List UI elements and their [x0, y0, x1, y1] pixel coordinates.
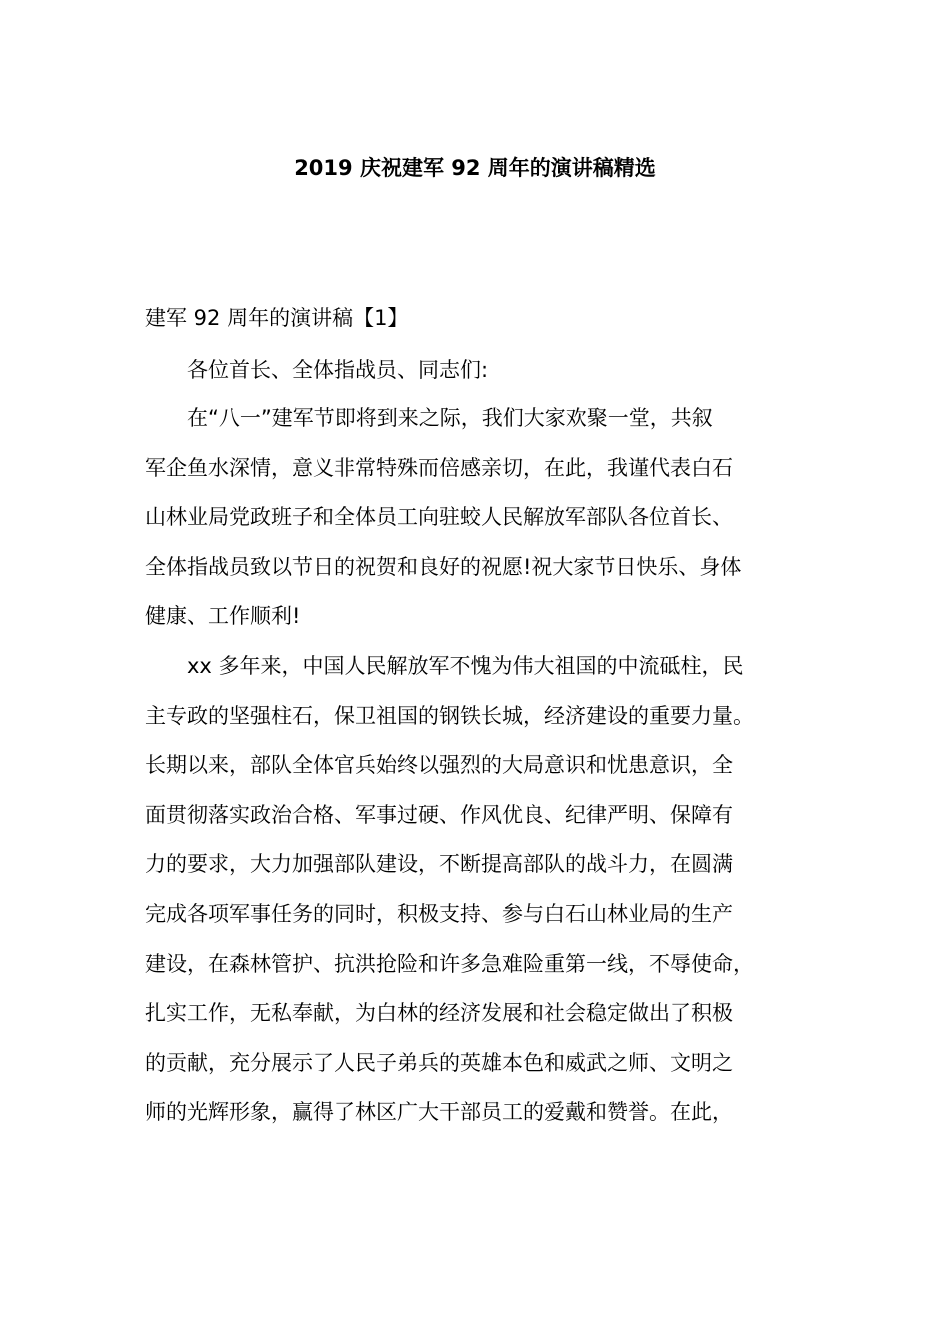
- paragraph-line: 完成各项军事任务的同时，积极支持、参与白石山林业局的生产: [145, 901, 733, 926]
- paragraph-line: 在“八一”建军节即将到来之际，我们大家欢聚一堂，共叙: [187, 406, 713, 430]
- paragraph-line: xx 多年来，中国人民解放军不愧为伟大祖国的中流砥柱，民: [187, 654, 744, 678]
- section-heading: 建军 92 周年的演讲稿【1】: [145, 306, 409, 330]
- paragraph-line: 长期以来，部队全体官兵始终以强烈的大局意识和忧患意识，全: [145, 753, 733, 778]
- paragraph-1: [145, 394, 805, 642]
- paragraph-line: 师的光辉形象，赢得了林区广大干部员工的爱戴和赞誉。在此，: [145, 1100, 733, 1125]
- paragraph-line: 山林业局党政班子和全体员工向驻蛟人民解放军部队各位首长、: [145, 505, 733, 530]
- greeting-paragraph: [145, 346, 805, 396]
- paragraph-line: 主专政的坚强柱石，保卫祖国的钢铁长城，经济建设的重要力量。: [145, 703, 754, 728]
- paragraph-line: 的贡献，充分展示了人民子弟兵的英雄本色和威武之师、文明之: [145, 1050, 733, 1075]
- paragraph-line: 扎实工作，无私奉献，为白林的经济发展和社会稳定做出了积极: [145, 1001, 733, 1026]
- paragraph-line: 面贯彻落实政治合格、军事过硬、作风优良、纪律严明、保障有: [145, 802, 733, 827]
- paragraph-line: 力的要求，大力加强部队建设，不断提高部队的战斗力，在圆满: [145, 852, 733, 877]
- greeting-line: 各位首长、全体指战员、同志们:: [187, 358, 489, 382]
- paragraph-line: 军企鱼水深情，意义非常特殊而倍感亲切，在此，我谨代表白石: [145, 455, 733, 480]
- paragraph-line: 建设，在森林管护、抗洪抢险和许多急难险重第一线，不辱使命，: [145, 951, 754, 976]
- paragraph-2: [145, 642, 805, 1138]
- paragraph-line: 全体指战员致以节日的祝贺和良好的祝愿!祝大家节日快乐、身体: [145, 554, 742, 579]
- paragraph-line: 健康、工作顺利!: [145, 604, 301, 629]
- document-title: 2019 庆祝建军 92 周年的演讲稿精选: [294, 156, 656, 180]
